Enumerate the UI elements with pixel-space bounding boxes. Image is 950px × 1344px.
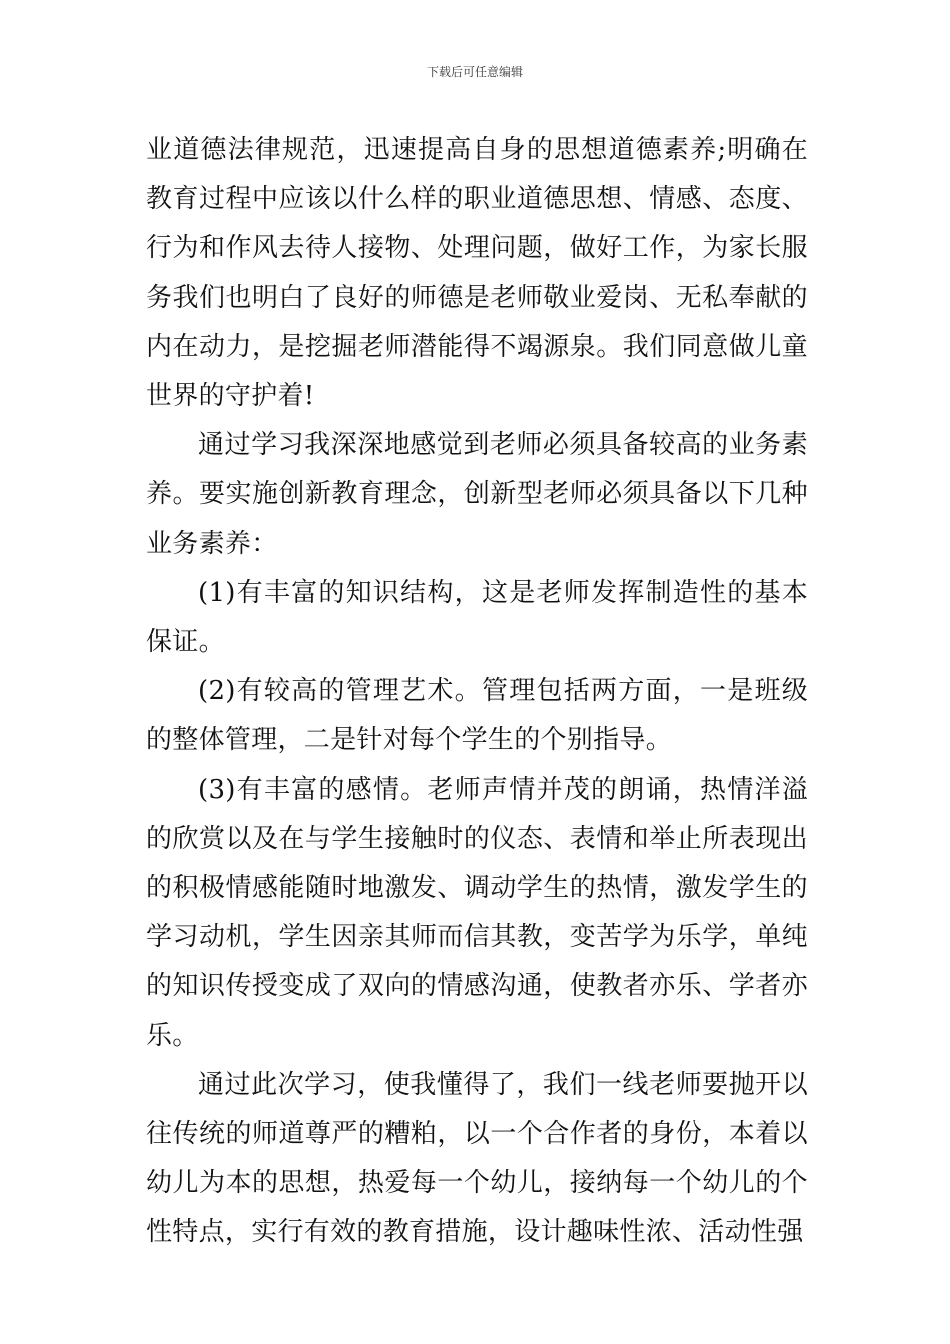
paragraph-1: 业道德法律规范，迅速提高自身的思想道德素养;明确在教育过程中应该以什么样的职业道德思想、情感、态度、行为和作风去待人接物、处理问题，做好工作，为家长服务我们也明白了良好的师德是老师敬业爱岗、无私奉献的内在动力，是挖掘老师潜能得不竭源泉。我们同意做儿童世界的守护着! — [146, 135, 808, 412]
paragraph-2: 通过学习我深深地感觉到老师必须具备较高的业务素养。要实施创新教育理念，创新型老师必须具备以下几种业务素养： — [146, 430, 808, 559]
document-body — [146, 126, 808, 1258]
paragraph-6: 通过此次学习，使我懂得了，我们一线老师要抛开以往传统的师道尊严的糟粕，以一个合作者的身份，本着以幼儿为本的思想，热爱每一个幼儿，接纳每一个幼儿的个性特点，实行有效的教育措施，设计趣味性浓、活动性强 — [146, 1069, 808, 1248]
paragraph-4: (2)有较高的管理艺术。管理包括两方面，一是班级的整体管理，二是针对每个学生的个别指导。 — [146, 676, 808, 756]
paragraph-5: (3)有丰富的感情。老师声情并茂的朗诵，热情洋溢的欣赏以及在与学生接触时的仪态、表情和举止所表现出的积极情感能随时地激发、调动学生的热情，激发学生的学习动机，学生因亲其师而信其教，变苦学为乐学，单纯的知识传授变成了双向的情感沟通，使教者亦乐、学者亦乐。 — [146, 774, 808, 1051]
paragraph-3: (1)有丰富的知识结构，这是老师发挥制造性的基本保证。 — [146, 577, 808, 658]
page-header: 下载后可任意编辑 — [426, 65, 523, 79]
